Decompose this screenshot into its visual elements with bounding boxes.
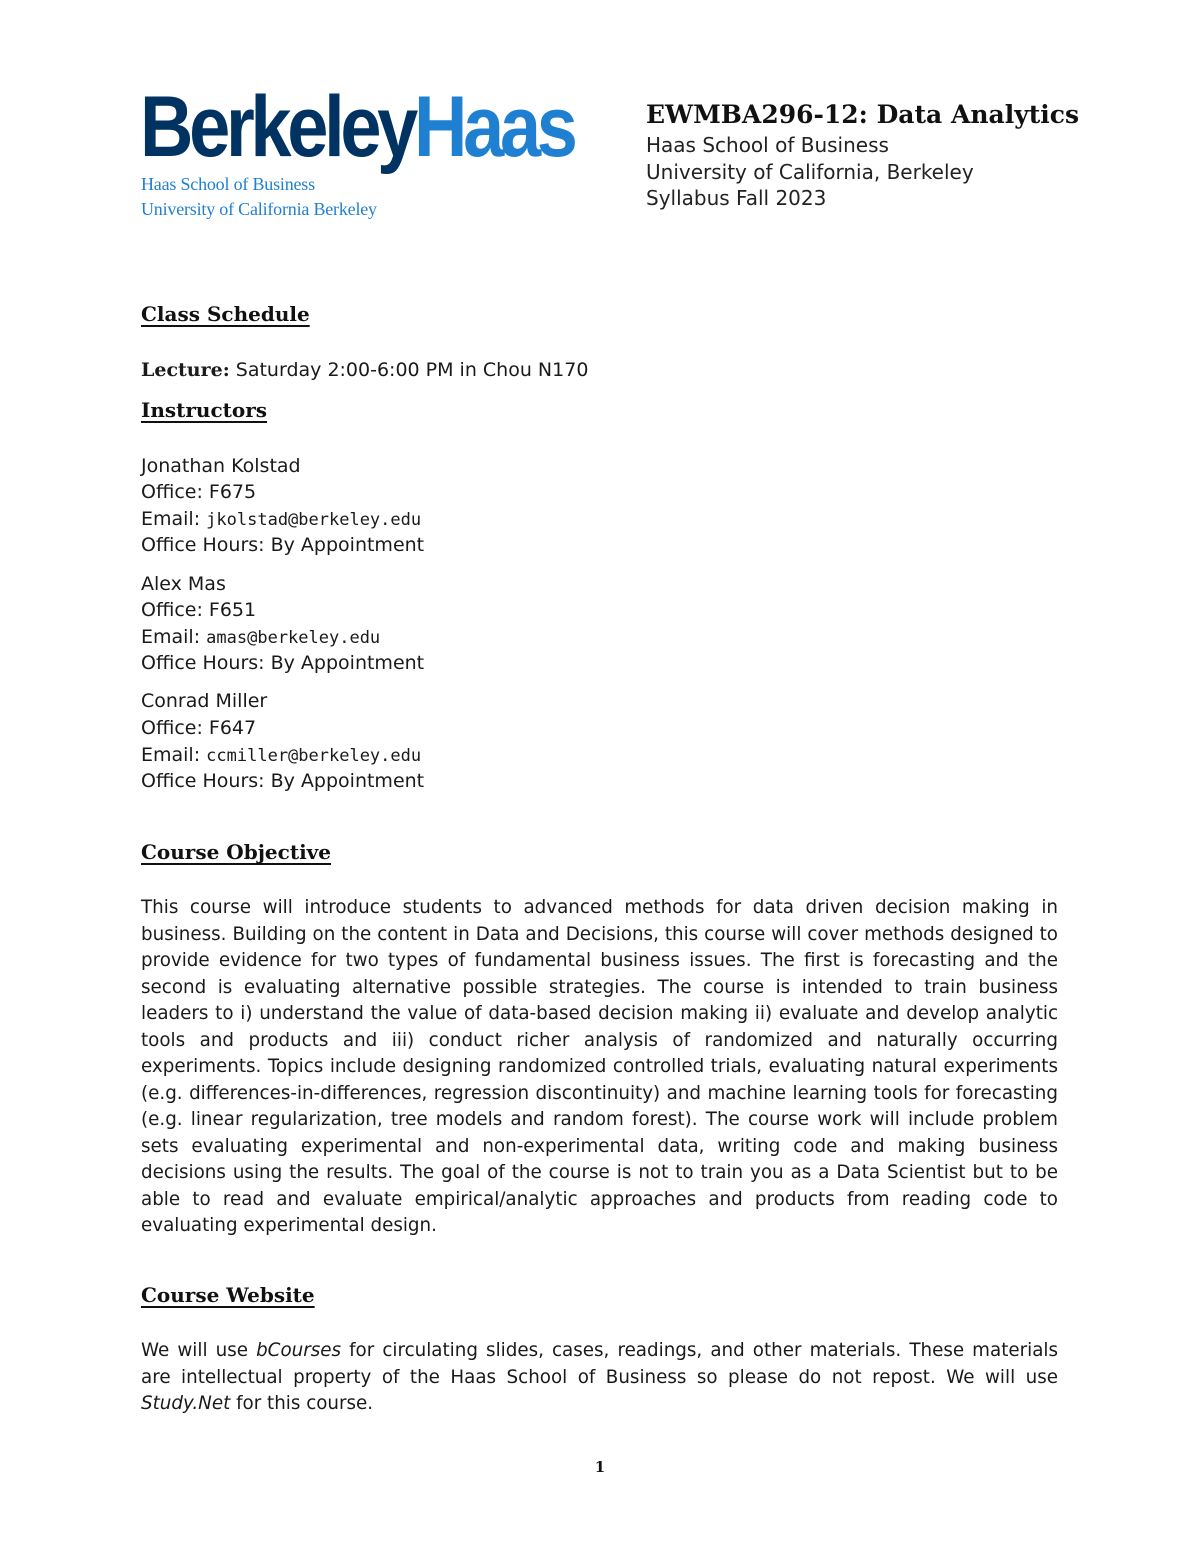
website-text-before: We will use <box>141 1340 257 1361</box>
school-name: Haas School of Business <box>646 133 889 157</box>
bcourses-name: bCourses <box>256 1340 342 1361</box>
email-label: Email: <box>141 626 201 648</box>
logo-word-haas: Haas <box>414 79 574 175</box>
studynet-name: Study.Net <box>141 1393 231 1414</box>
instructor-office-hours: Office Hours: By Appointment <box>141 652 425 674</box>
instructor-office-hours: Office Hours: By Appointment <box>141 534 425 556</box>
instructor-name: Conrad Miller <box>141 690 268 712</box>
instructor-email[interactable]: jkolstad@berkeley.edu <box>206 510 422 530</box>
logo-subtitle-school: Haas School of Business <box>141 174 315 194</box>
email-label: Email: <box>141 744 201 766</box>
university-name: University of California, Berkeley <box>646 159 974 184</box>
instructor-office: Office: F675 <box>141 481 257 503</box>
logo-word-berkeley: Berkeley <box>140 79 415 175</box>
instructor-email[interactable]: amas@berkeley.edu <box>206 628 381 648</box>
logo-subtitle-university: University of California Berkeley <box>141 199 377 219</box>
course-objective-text: This course will introduce students to advanced methods for data driven decision making in business. Building on the content in Data and Decisions, this course will cover methods designed to provide evidence for two types of fundamental business issues. The first is forecasting and the second is evaluating alternative possible strategies. The course is intended to train business leaders to i) understand the value of data-based decision making ii) evaluate and develop analytic tools and products and iii) conduct richer analysis of randomized and naturally occurring experiments. Topics include designing randomized controlled trials, evaluating natural experiments (e.g. differences-in-differences, regression discontinuity) and machine learning tools for forecasting (e.g. linear regularization, tree models and random forest). The course work will include problem sets evaluating experimental and non-experimental data, writing code and making business decisions using the results. The goal of the course is not to train you as a Data Scientist but to be able to read and evaluate empirical/analytic approaches and products from reading code to evaluating experimental design. <box>141 897 1058 1236</box>
instructor-office: Office: F651 <box>141 599 257 621</box>
instructor-email[interactable]: ccmiller@berkeley.edu <box>206 746 422 766</box>
website-text-after: for this course. <box>230 1393 374 1414</box>
lecture-value: Saturday 2:00-6:00 PM in Chou N170 <box>235 359 589 381</box>
website-text-middle: for circulating slides, cases, readings, and other materials. These materials are intellectual property of the Haas School of Business so please do not repost. We will use <box>141 1340 1059 1388</box>
course-objective-heading: Course Objective <box>141 840 332 864</box>
instructor-name: Jonathan Kolstad <box>141 455 301 477</box>
instructors-heading: Instructors <box>141 398 268 422</box>
course-header <box>646 98 1146 212</box>
instructor-email-line <box>141 624 380 651</box>
class-schedule-heading: Class Schedule <box>141 302 310 326</box>
instructor-name: Alex Mas <box>141 573 226 595</box>
lecture-label: Lecture: <box>141 359 230 381</box>
lecture-line <box>141 357 588 383</box>
instructor-office-hours: Office Hours: By Appointment <box>141 770 425 792</box>
course-website-text <box>141 1338 1058 1418</box>
page-number: 1 <box>594 1458 606 1476</box>
email-label: Email: <box>141 508 201 530</box>
course-title: EWMBA296-12: Data Analytics <box>646 100 1080 129</box>
instructor-email-line <box>141 742 421 769</box>
instructor-email-line <box>141 506 421 533</box>
instructor-office: Office: F647 <box>141 717 257 739</box>
syllabus-term: Syllabus Fall 2023 <box>646 186 827 210</box>
course-website-heading: Course Website <box>141 1283 315 1307</box>
logo-wordmark <box>140 79 574 175</box>
